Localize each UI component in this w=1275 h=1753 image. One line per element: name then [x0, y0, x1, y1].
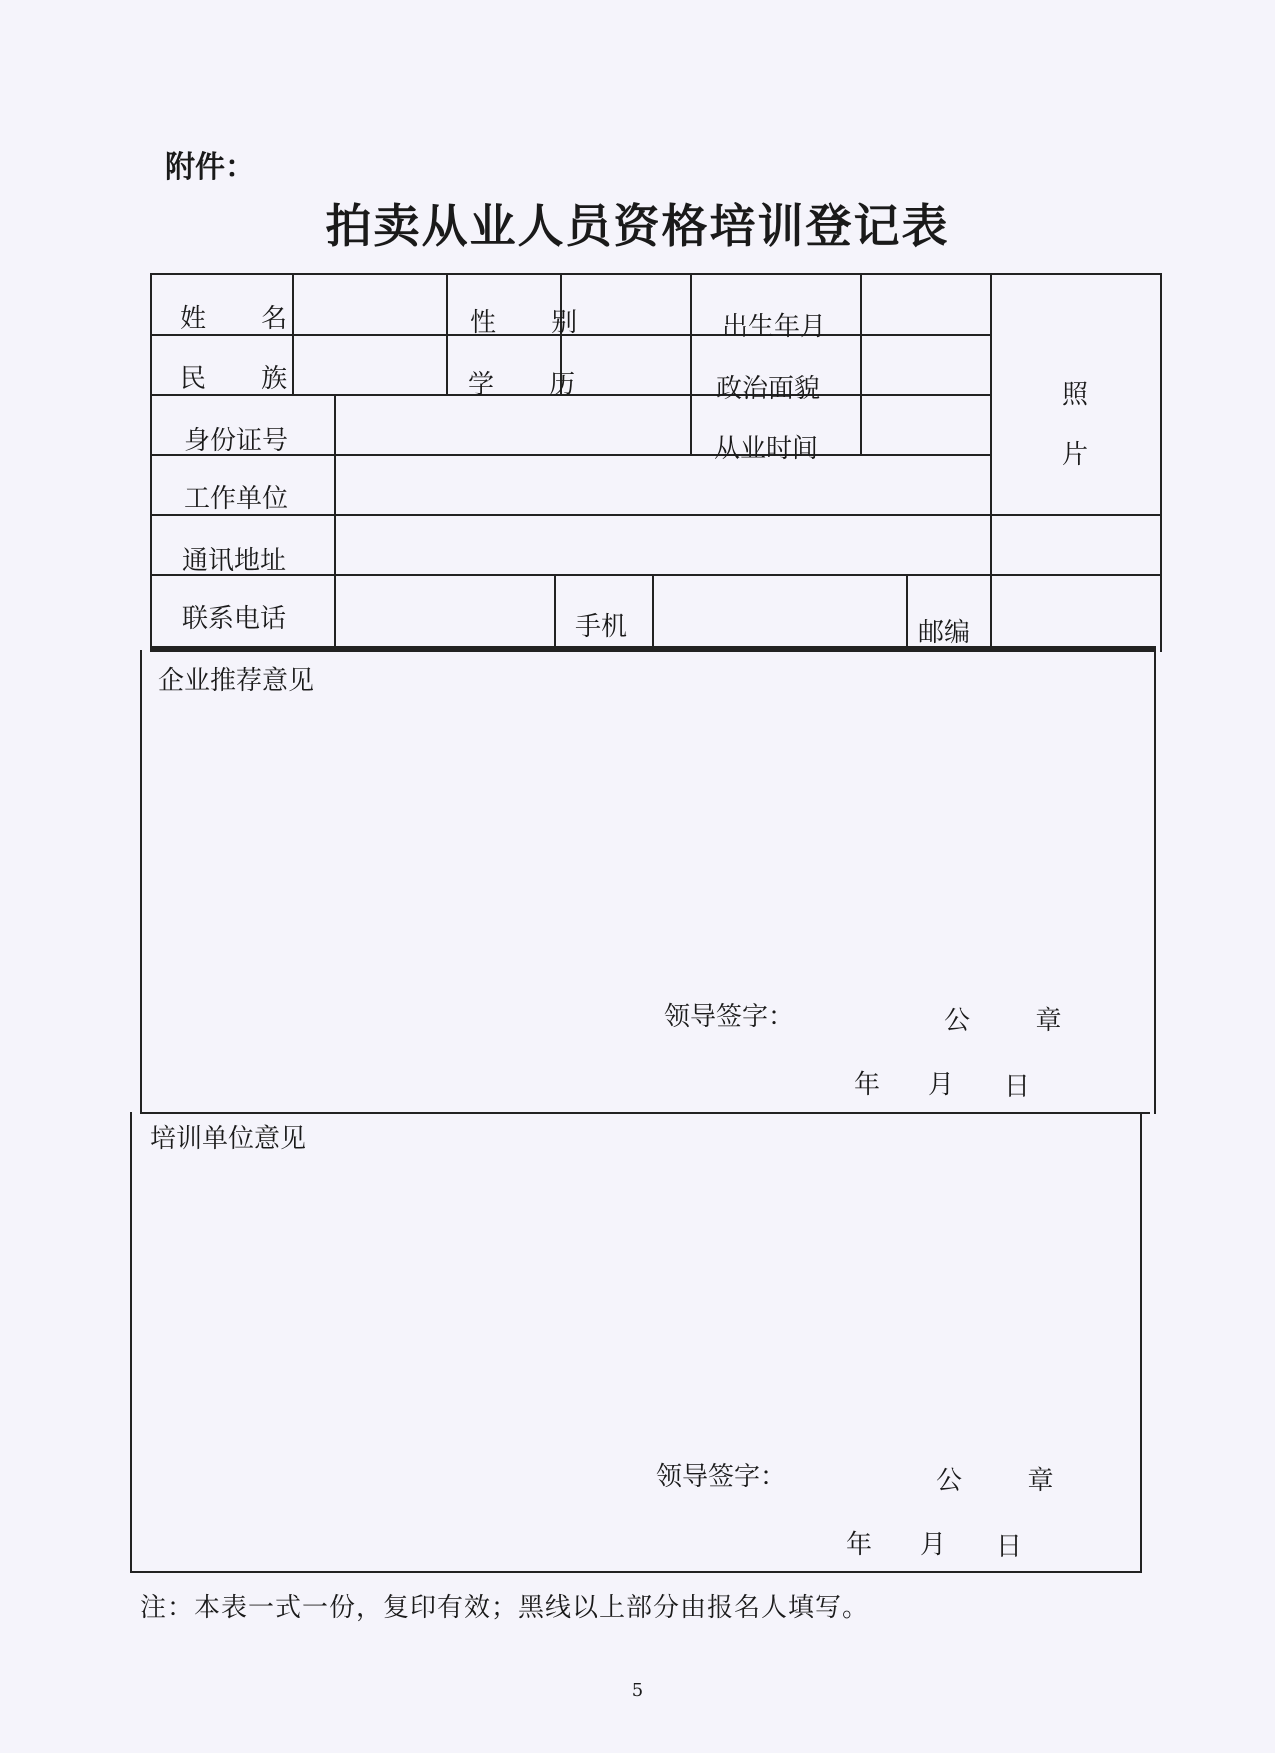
mobile-field[interactable] [654, 576, 904, 644]
enterprise-recommendation-label: 企业推荐意见 [158, 666, 315, 696]
ethnicity-label: 民 族 [180, 364, 311, 394]
name-label: 姓 名 [180, 304, 311, 334]
phone-label: 联系电话 [182, 604, 287, 634]
attachment-label: 附件： [165, 150, 255, 185]
training-unit-opinion-field[interactable] [134, 1160, 1136, 1450]
work-time-label: 从业时间 [714, 434, 819, 464]
work-time-field[interactable] [862, 396, 988, 453]
address-label: 通讯地址 [182, 546, 287, 576]
address-field[interactable] [336, 516, 988, 573]
enterprise-date-day: 日 [1004, 1072, 1031, 1102]
col-divider [906, 574, 908, 652]
table-border-bottom [130, 1571, 1142, 1573]
enterprise-leader-signature-label: 领导签字： [664, 1002, 795, 1032]
col-divider [690, 273, 692, 455]
political-status-label: 政治面貌 [716, 374, 821, 404]
photo-label-char-2: 片 [1062, 440, 1089, 470]
enterprise-seal-label: 公 章 [944, 1006, 1091, 1036]
table-border-right [1160, 273, 1162, 652]
ethnicity-field[interactable] [294, 336, 444, 393]
col-divider [554, 574, 556, 652]
birth-date-label: 出生年月 [722, 312, 827, 342]
political-status-field[interactable] [862, 336, 988, 393]
training-date-day: 日 [996, 1532, 1023, 1562]
table-border-right [1140, 1112, 1142, 1573]
employer-field[interactable] [336, 456, 988, 513]
training-seal-label: 公 章 [936, 1466, 1083, 1496]
training-unit-opinion-label: 培训单位意见 [150, 1124, 307, 1154]
table-border-left [130, 1112, 132, 1573]
footer-note: 注：本表一式一份，复印有效；黑线以上部分由报名人填写。 [140, 1593, 870, 1623]
gender-label: 性 别 [470, 308, 601, 338]
postcode-label: 邮编 [918, 618, 971, 648]
enterprise-recommendation-field[interactable] [144, 700, 1150, 990]
form-title: 拍卖从业人员资格培训登记表 [325, 199, 950, 253]
education-field[interactable] [448, 336, 558, 393]
id-number-field[interactable] [336, 396, 688, 453]
employer-label: 工作单位 [184, 484, 289, 514]
table-border-right [1154, 650, 1156, 1114]
training-date-year: 年 [846, 1530, 873, 1560]
enterprise-date-month: 月 [928, 1070, 955, 1100]
education-label: 学 历 [468, 370, 599, 400]
enterprise-date-year: 年 [854, 1070, 881, 1100]
mobile-label: 手机 [575, 612, 628, 642]
name-field[interactable] [294, 275, 444, 333]
table-border-left [140, 650, 142, 1114]
page-number: 5 [631, 1680, 644, 1701]
id-number-label: 身份证号 [184, 426, 289, 456]
training-leader-signature-label: 领导签字： [656, 1462, 787, 1492]
table-border-left [150, 273, 152, 652]
address-extra-field[interactable] [992, 516, 1158, 573]
postcode-field[interactable] [992, 576, 1158, 644]
gender-field[interactable] [448, 275, 558, 333]
birth-date-field[interactable] [862, 275, 988, 333]
photo-label-char-1: 照 [1062, 380, 1089, 410]
training-date-month: 月 [920, 1530, 947, 1560]
phone-field[interactable] [336, 576, 552, 644]
section-divider [140, 1112, 1150, 1114]
